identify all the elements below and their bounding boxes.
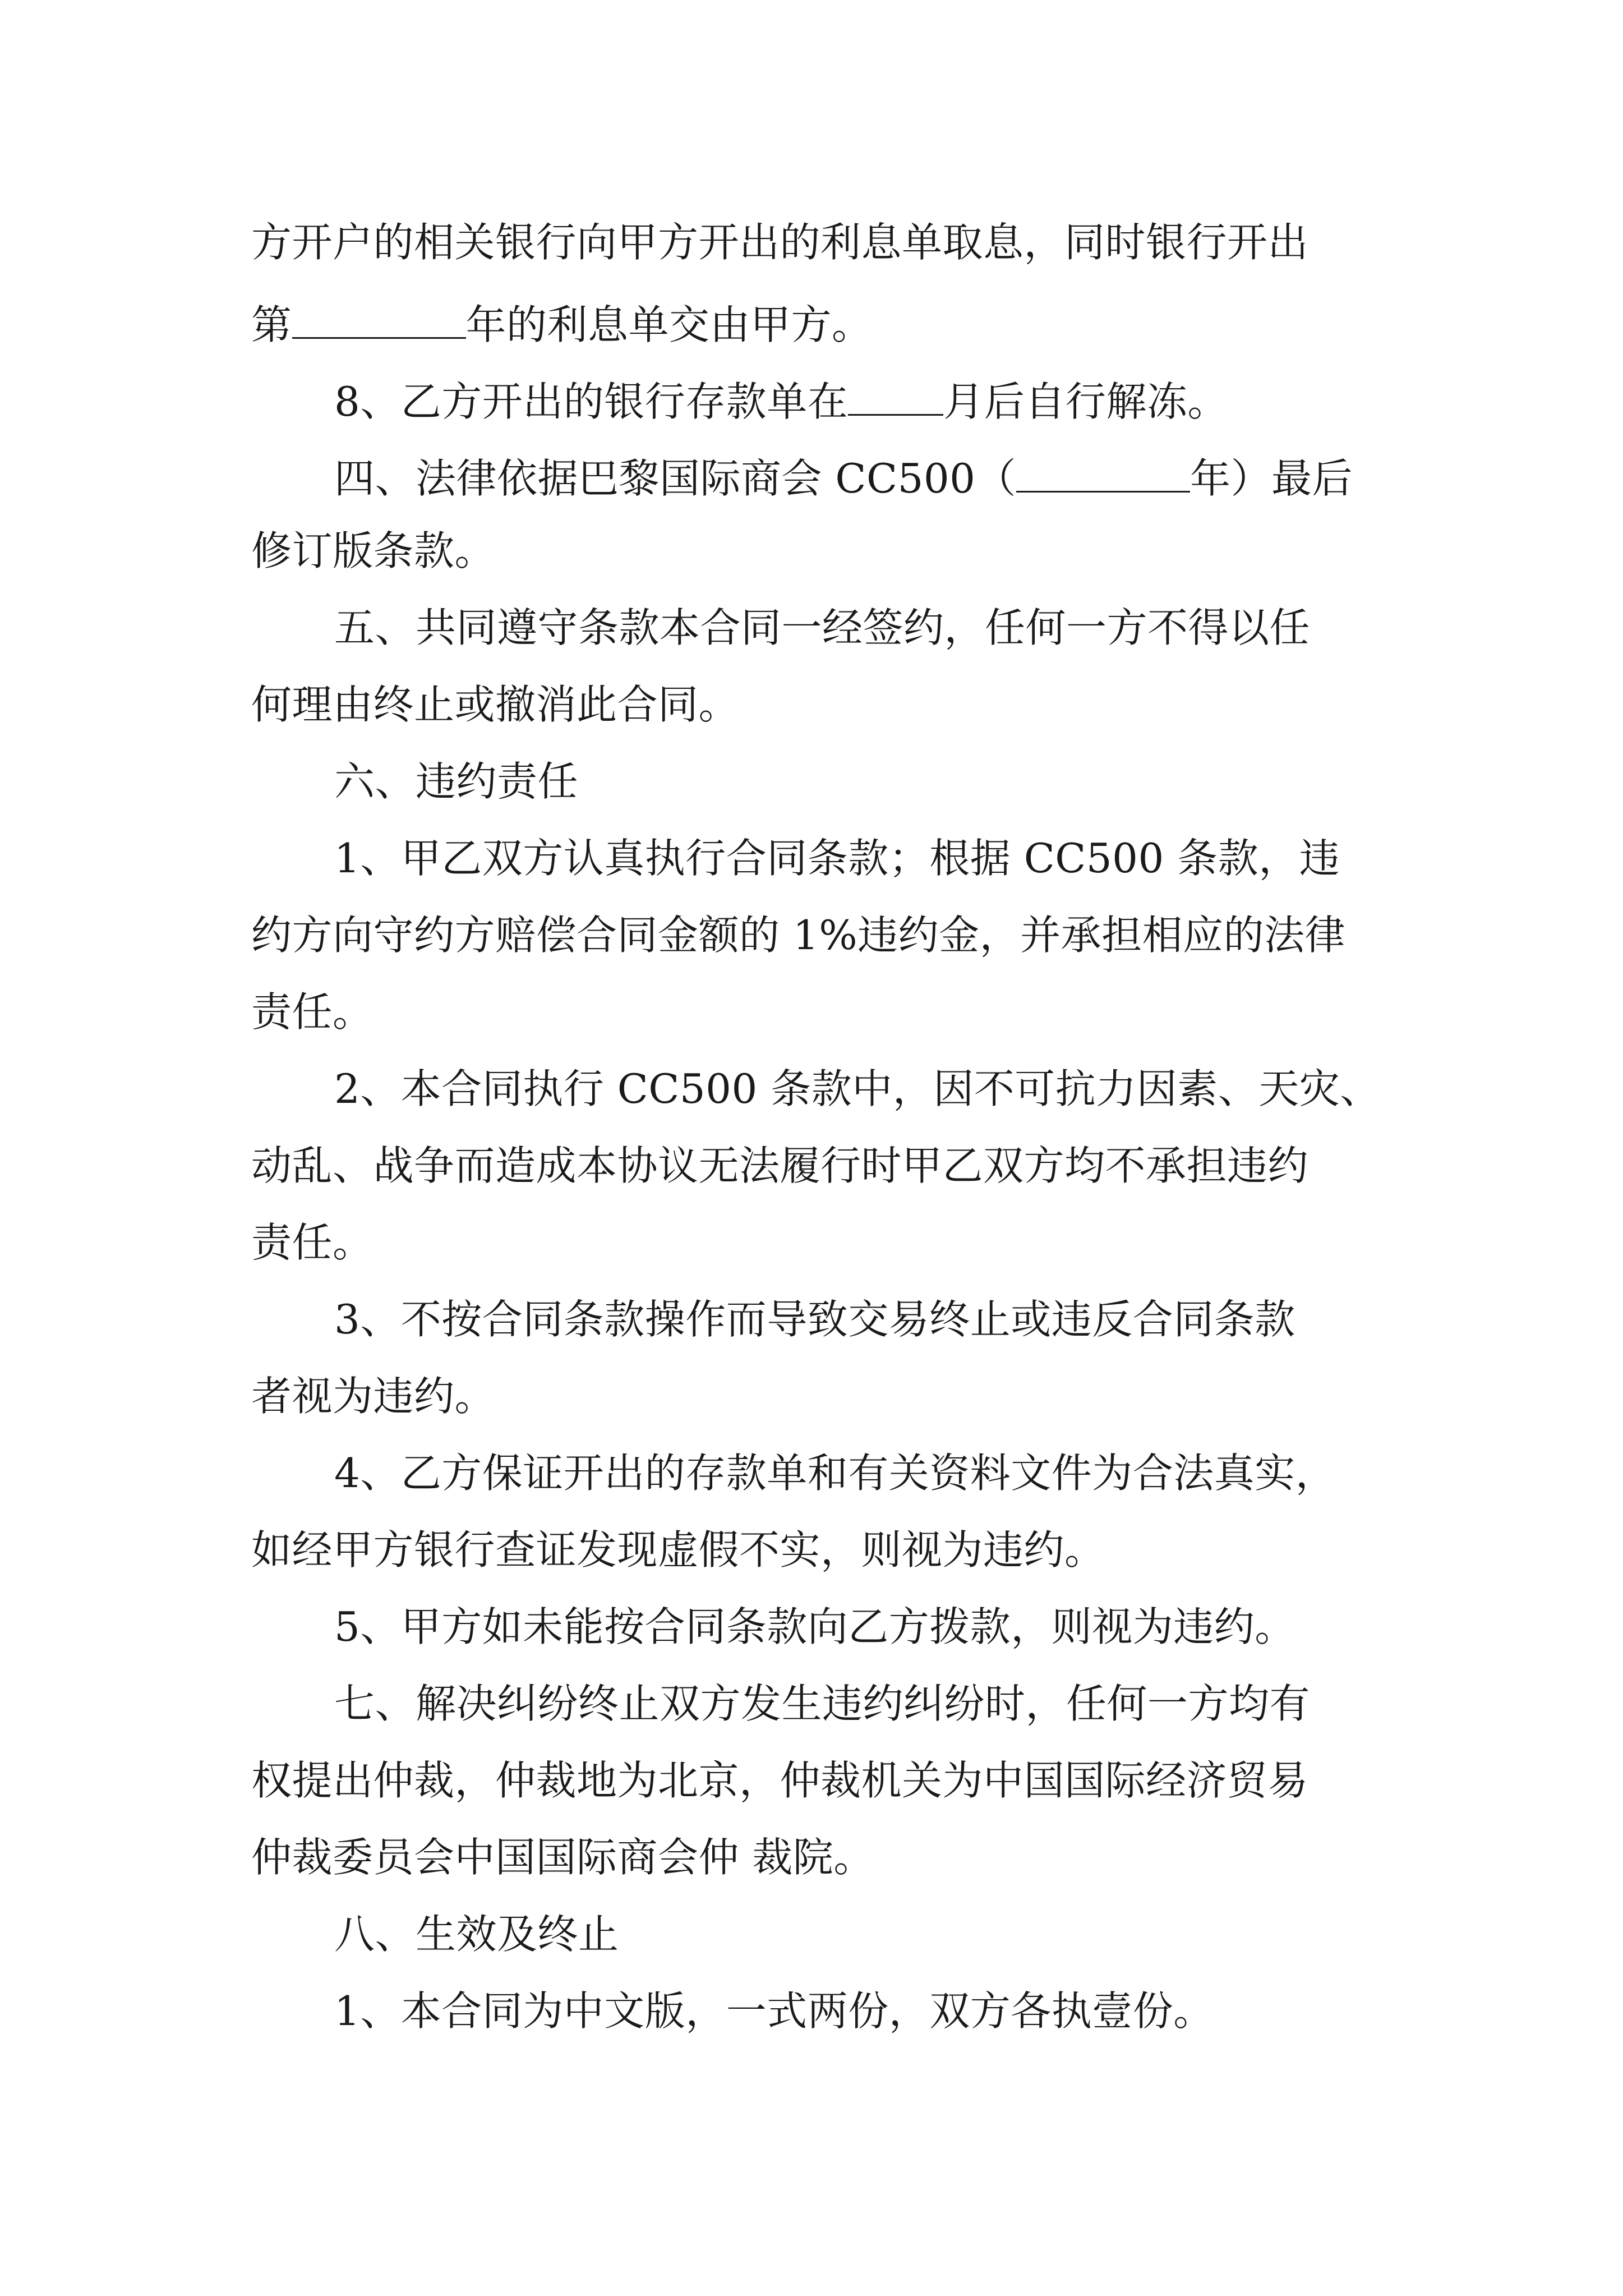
text-line: 如经甲方银行查证发现虚假不实，则视为违约。 xyxy=(251,1526,1105,1573)
text-line: 5、甲方如未能按合同条款向乙方拨款，则视为违约。 xyxy=(334,1603,1295,1650)
section-heading: 八、生效及终止 xyxy=(334,1911,619,1958)
text-line: 1、本合同为中文版，一式两份，双方各执壹份。 xyxy=(334,1987,1214,2035)
text-line: 七、解决纠纷终止双方发生违约纠纷时，任何一方均有 xyxy=(334,1680,1311,1727)
text-line: 约方向守约方赔偿合同金额的 1%违约金，并承担相应的法律 xyxy=(251,912,1346,959)
text-line: 责任。 xyxy=(251,1219,374,1266)
text-line xyxy=(334,454,1353,502)
text-line: 何理由终止或撤消此合同。 xyxy=(251,681,740,728)
text-line: 修订版条款。 xyxy=(251,527,496,574)
text-line xyxy=(251,300,873,348)
text-fragment: 年的利息单交由甲方。 xyxy=(465,301,873,348)
fill-in-blank xyxy=(1016,454,1190,493)
text-line: 者视为违约。 xyxy=(251,1373,496,1420)
text-line: 责任。 xyxy=(251,988,374,1036)
fill-in-blank xyxy=(848,377,943,416)
text-line xyxy=(334,377,1228,425)
text-line: 3、不按合同条款操作而导致交易终止或违反合同条款 xyxy=(334,1296,1295,1343)
text-line: 方开户的相关银行向甲方开出的利息单取息，同时银行开出 xyxy=(251,219,1309,266)
text-line: 4、乙方保证开出的存款单和有关资料文件为合法真实， xyxy=(334,1450,1336,1497)
text-fragment: 月后自行解冻。 xyxy=(943,378,1228,425)
text-fragment: 年）最后 xyxy=(1190,455,1353,502)
text-line: 仲裁委员会中国国际商会仲 裁院。 xyxy=(251,1834,874,1881)
text-fragment: 第 xyxy=(251,301,292,348)
text-line: 动乱、战争而造成本协议无法履行时甲乙双方均不承担违约 xyxy=(251,1142,1309,1189)
text-line: 权提出仲裁，仲裁地为北京，仲裁机关为中国国际经济贸易 xyxy=(251,1757,1309,1804)
text-line: 五、共同遵守条款本合同一经签约，任何一方不得以任 xyxy=(334,604,1311,651)
text-line: 2、本合同执行 CC500 条款中，因不可抗力因素、天灾、 xyxy=(334,1065,1381,1112)
section-heading: 六、违约责任 xyxy=(334,758,579,805)
text-line: 1、甲乙双方认真执行合同条款；根据 CC500 条款，违 xyxy=(334,835,1340,882)
text-fragment: 8、乙方开出的银行存款单在 xyxy=(334,378,849,425)
fill-in-blank xyxy=(292,300,466,339)
text-fragment: 四、法律依据巴黎国际商会 CC500（ xyxy=(334,455,1016,502)
